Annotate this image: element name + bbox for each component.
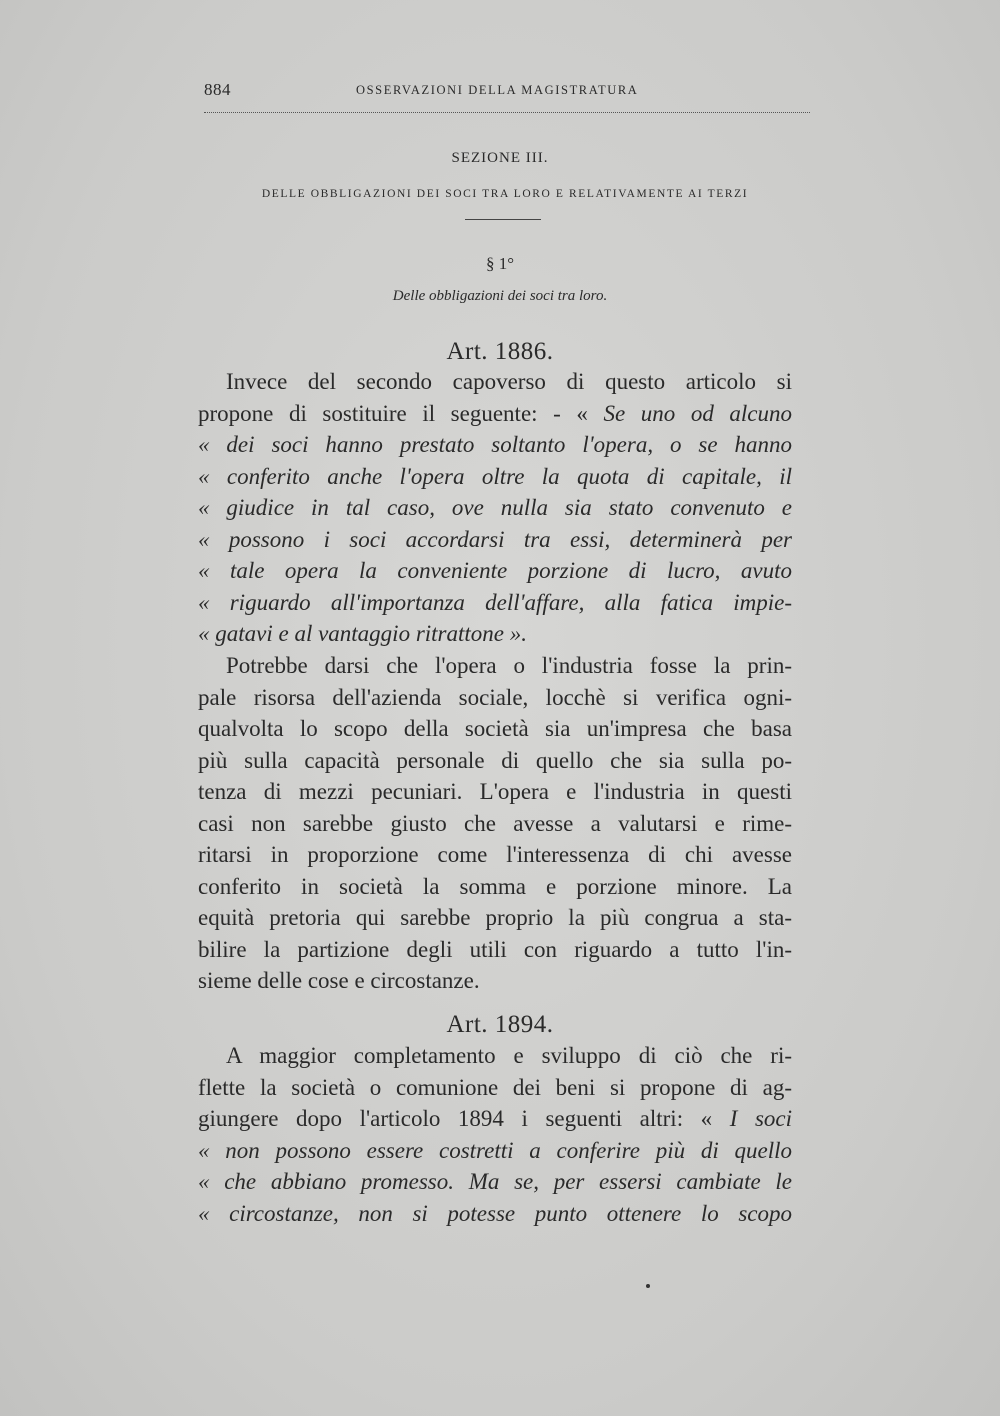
text-line: qualvolta lo scopo della società sia un'impresa che basa xyxy=(198,716,792,741)
quoted-text: « giudice in tal caso, ove nulla sia stato convenuto e xyxy=(198,495,792,520)
quoted-text: « tale opera la conveniente porzione di lucro, avuto xyxy=(198,558,792,583)
text-line: bilire la partizione degli utili con riguardo a tutto l'in- xyxy=(198,936,792,962)
text-line xyxy=(198,429,792,461)
text-line: A maggior completamento e sviluppo di ciò che ri- xyxy=(226,1043,792,1068)
paragraph-mark: § 1° xyxy=(485,254,515,273)
text-line: equità pretoria qui sarebbe proprio la più congrua a sta- xyxy=(198,905,792,930)
text-line: flette la società o comunione dei beni si propone di ag- xyxy=(198,1074,792,1100)
quoted-text: « circostanze, non si potesse punto ottenere lo scopo xyxy=(198,1200,792,1226)
quoted-text: « riguardo all'importanza dell'affare, alla fatica impie- xyxy=(198,589,792,615)
paragraph-caption: Delle obbligazioni dei soci tra loro. xyxy=(392,288,608,304)
text-line xyxy=(198,1135,792,1167)
article-1886-commentary xyxy=(198,650,792,997)
text-line: sieme delle cose e circostanze. xyxy=(198,968,480,993)
header-divider xyxy=(204,112,810,113)
text-line-roman: giungere dopo l'articolo 1894 i seguenti altri: « xyxy=(198,1106,713,1131)
article-1894-heading: Art. 1894. xyxy=(446,1011,554,1038)
section-title: SEZIONE III. xyxy=(451,150,549,166)
text-line xyxy=(198,1166,792,1198)
text-line xyxy=(198,524,792,556)
text-line xyxy=(198,461,792,493)
quoted-text: « possono i soci accordarsi tra essi, determinerà per xyxy=(198,526,792,552)
section-subtitle: DELLE OBBLIGAZIONI DEI SOCI TRA LORO E RELATIVAMENTE AI TERZI xyxy=(261,188,749,200)
text-line: Invece del secondo capoverso di questo articolo si xyxy=(226,369,792,394)
running-head-title: OSSERVAZIONI DELLA MAGISTRATURA xyxy=(356,83,639,97)
text-line xyxy=(198,1103,792,1135)
text-line xyxy=(198,618,792,650)
print-speck xyxy=(646,1284,650,1288)
text-line: Potrebbe darsi che l'opera o l'industria fosse la prin- xyxy=(226,653,792,678)
text-line xyxy=(198,555,792,587)
text-line xyxy=(198,1198,792,1230)
running-head xyxy=(204,80,810,104)
quoted-text: « dei soci hanno prestato soltanto l'opera, o se hanno xyxy=(198,432,792,457)
quoted-text: « che abbiano promesso. Ma se, per essersi cambiate le xyxy=(198,1169,792,1194)
page-number: 884 xyxy=(204,80,231,99)
text-line xyxy=(198,398,792,430)
article-1886-proposal xyxy=(198,366,792,650)
article-1886-heading: Art. 1886. xyxy=(446,338,554,365)
quoted-text: « non possono essere costretti a conferire più di quello xyxy=(198,1137,792,1163)
text-line: tenza di mezzi pecuniari. L'opera e l'industria in questi xyxy=(198,779,792,804)
text-line-italic: I soci xyxy=(729,1106,792,1131)
article-1894-proposal xyxy=(198,1040,792,1229)
text-line: conferito in società la somma e porzione minore. La xyxy=(198,873,792,899)
text-line: ritarsi in proporzione come l'interessenza di chi avesse xyxy=(198,842,792,867)
text-line-roman: propone di sostituire il seguente: - « xyxy=(198,400,588,426)
text-line: casi non sarebbe giusto che avesse a valutarsi e rime- xyxy=(198,810,792,836)
text-line xyxy=(198,587,792,619)
text-line: pale risorsa dell'azienda sociale, locchè si verifica ogni- xyxy=(198,684,792,710)
quoted-text: « conferito anche l'opera oltre la quota di capitale, il xyxy=(198,463,792,489)
text-line xyxy=(198,492,792,524)
quoted-text: « gatavi e al vantaggio ritrattone ». xyxy=(198,621,527,646)
text-line: più sulla capacità personale di quello che sia sulla po- xyxy=(198,747,792,773)
text-line-italic: Se uno od alcuno xyxy=(603,400,793,426)
section-divider xyxy=(465,219,541,220)
